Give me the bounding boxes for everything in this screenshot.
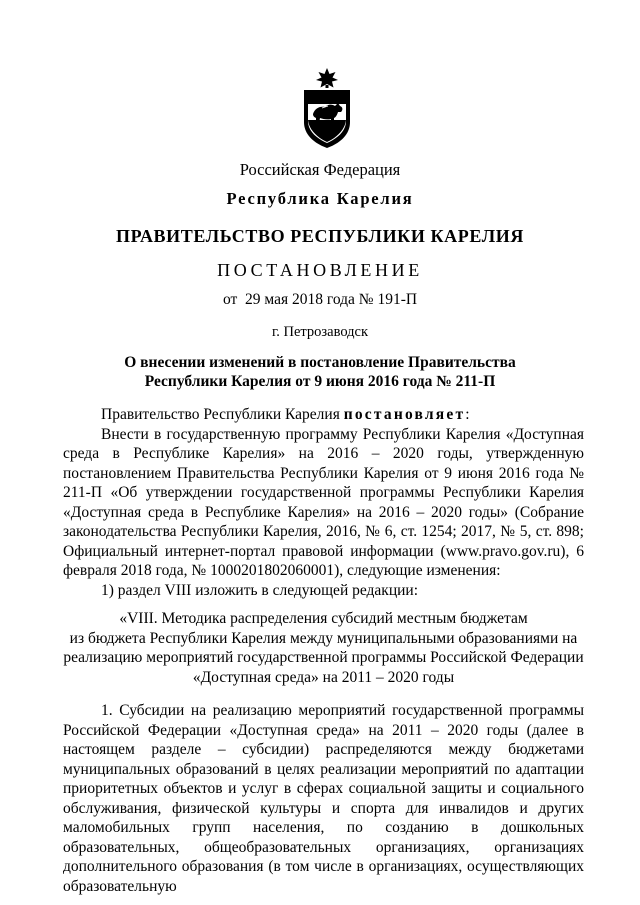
paragraph-resolves xyxy=(63,405,584,425)
paragraph-subsidies: 1. Субсидии на реализацию мероприятий государственной программы Российской Федерации «Доступная среда» на 2011 – 2020 годы (далее в настоящем разделе – субсидии) распределяются между бюджетами муниципальных образований в целях реализации мероприятий по адаптации приоритетных объектов и услуг в сферах социальной защиты и социального обслуживания, физической культуры и спорта для инвалидов и других маломобильных групп населения, по созданию в дошкольных образовательных, общеобразовательных организациях, организациях дополнительного образования (в том числе в организациях, осуществляющих образовательную xyxy=(63,702,584,895)
quote-line-2: из бюджета Республики Карелия между муниципальными образованиями на xyxy=(69,629,578,647)
document-body xyxy=(63,405,584,896)
country-name: Российская Федерация xyxy=(239,160,401,179)
resolves-keyword: постановляет xyxy=(343,406,466,423)
republic-name: Республика Карелия xyxy=(226,189,414,208)
city-name: г. Петрозаводск xyxy=(271,324,369,340)
resolves-intro: Правительство Республики Карелия xyxy=(101,406,344,423)
paragraph-item-1: 1) раздел VIII изложить в следующей редакции: xyxy=(101,581,419,599)
karelia-coat-of-arms-icon xyxy=(298,66,356,150)
title-line-2: Республики Карелия от 9 июня 2016 года № 211-П xyxy=(144,373,496,390)
title-line-1: О внесении изменений в постановление Правительства xyxy=(124,354,516,371)
document-title xyxy=(0,353,640,391)
resolves-colon: : xyxy=(465,406,470,423)
date-number-line: от 29 мая 2018 года № 191-П xyxy=(222,291,418,308)
section-heading-quote xyxy=(63,609,584,687)
quote-line-4: «Доступная среда» на 2011 – 2020 годы xyxy=(192,668,455,686)
quote-line-1: «VIII. Методика распределения субсидий местным бюджетам xyxy=(119,610,528,627)
document-type: ПОСТАНОВЛЕНИЕ xyxy=(217,260,423,280)
paragraph-amendments: Внести в государственную программу Республики Карелия «Доступная среда в Республике Карелия» на 2016 – 2020 годы, утвержденную постановлением Правительства Республики Карелия от 9 июня 2016 года № 211-П «Об утверждении государственной программы Республики Карелия «Доступная среда в Республике Карелия» на 2016 – 2020 годы» (Собрание законодательства Республики Карелия, 2016, № 6, ст. 1254; 2017, № 5, ст. 898; Официальный интернет-портал правовой информации (www.pravo.gov.ru), 6 февраля 2018 года, № 1000201802060001), следующие изменения: xyxy=(63,425,584,579)
quote-line-3: реализацию мероприятий государственной программы Российской Федерации xyxy=(63,649,584,666)
government-heading: ПРАВИТЕЛЬСТВО РЕСПУБЛИКИ КАРЕЛИЯ xyxy=(116,226,524,246)
